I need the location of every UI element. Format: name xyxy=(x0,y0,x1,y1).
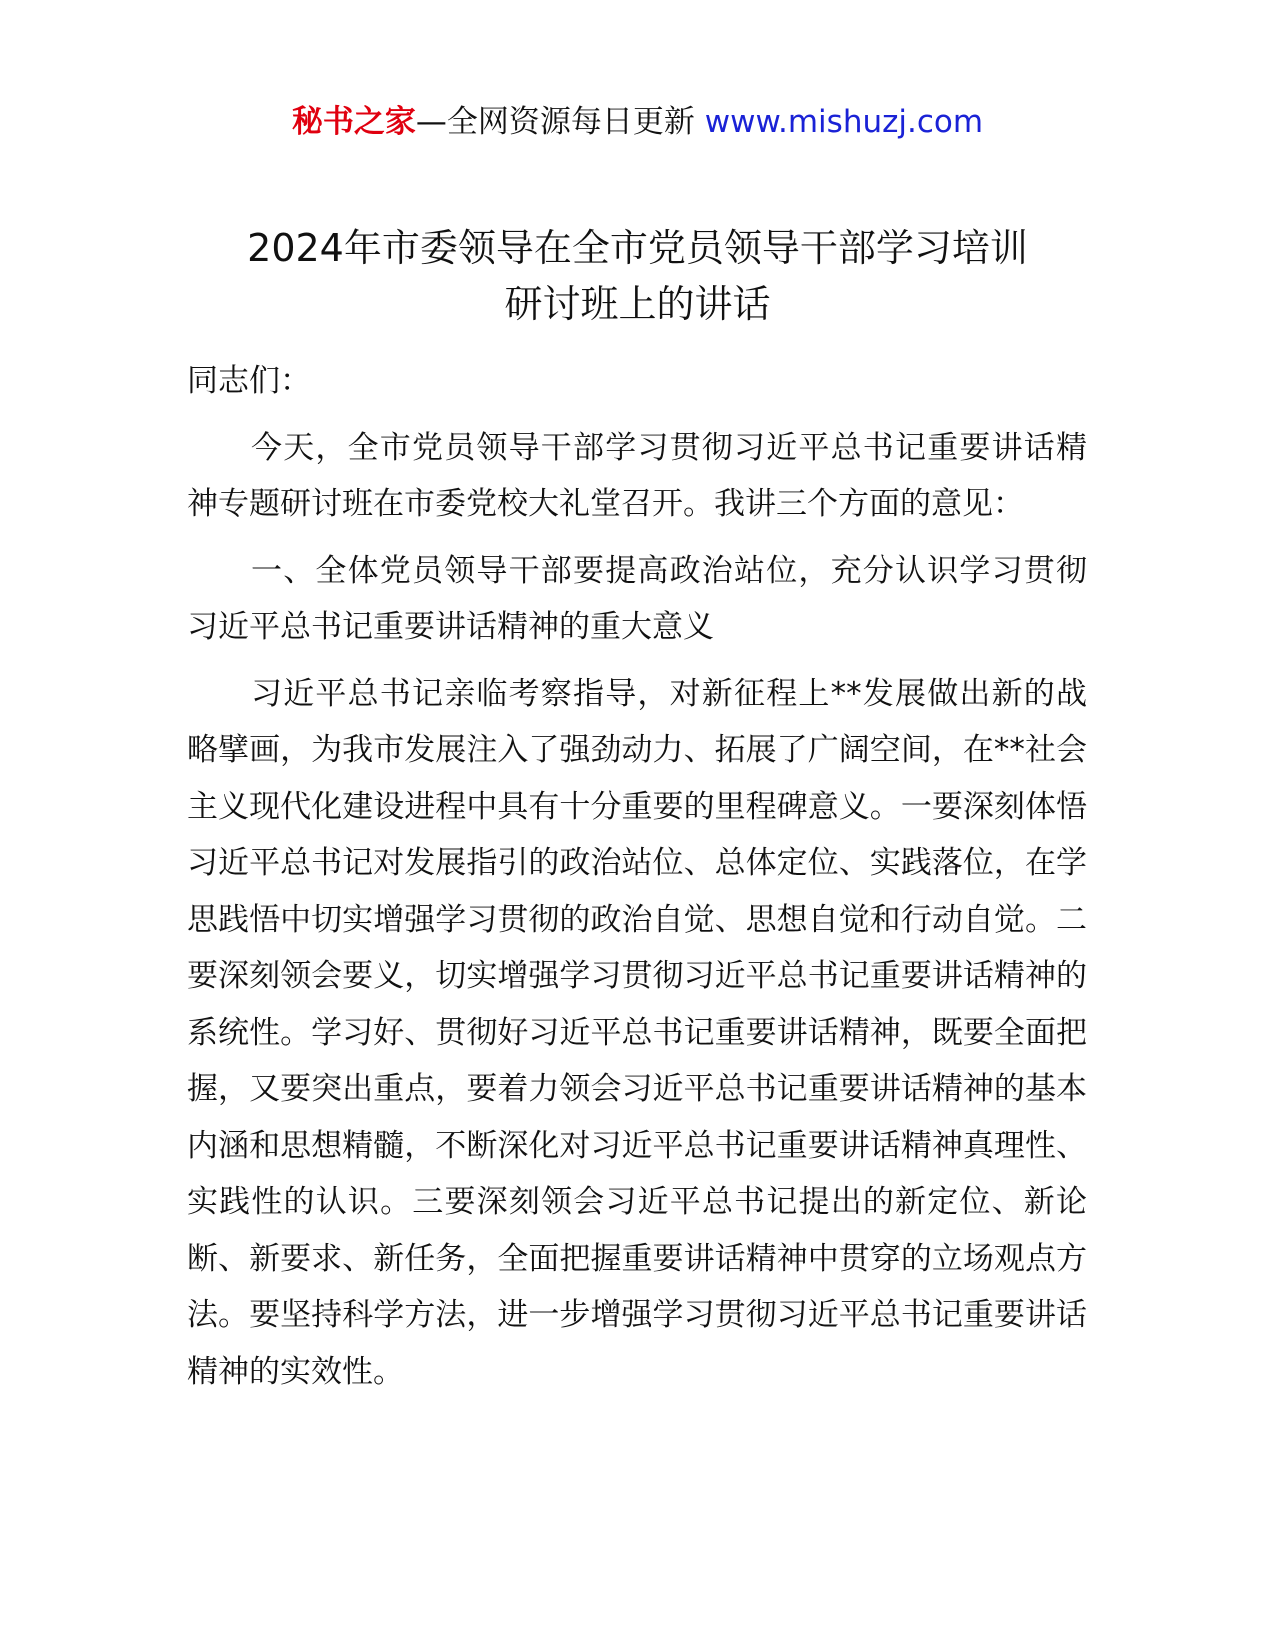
opening-paragraph: 今天，全市党员领导干部学习贯彻习近平总书记重要讲话精神专题研讨班在市委党校大礼堂召开。我讲三个方面的意见： xyxy=(187,429,1087,522)
body-paragraph: 习近平总书记亲临考察指导，对新征程上**发展做出新的战略擘画，为我市发展注入了强劲动力、拓展了广阔空间，在**社会主义现代化建设进程中具有十分重要的里程碑意义。一要深刻体悟习近平总书记对发展指引的政治站位、总体定位、实践落位，在学思践悟中切实增强学习贯彻的政治自觉、思想自觉和行动自觉。二要深刻领会要义，切实增强学习贯彻习近平总书记重要讲话精神的系统性。学习好、贯彻好习近平总书记重要讲话精神，既要全面把握，又要突出重点，要着力领会习近平总书记重要讲话精神的基本内涵和思想精髓，不断深化对习近平总书记重要讲话精神真理性、实践性的认识。三要深刻领会习近平总书记提出的新定位、新论断、新要求、新任务，全面把握重要讲话精神中贯穿的立场观点方法。要坚持科学方法，进一步增强学习贯彻习近平总书记重要讲话精神的实效性。 xyxy=(187,675,1087,1390)
document-title xyxy=(150,220,1125,332)
document-body xyxy=(187,353,1087,1400)
salutation: 同志们： xyxy=(187,363,311,399)
site-header xyxy=(0,100,1275,144)
site-url-link[interactable]: www.mishuzj.com xyxy=(704,104,984,140)
section-heading-1: 一、全体党员领导干部要提高政治站位，充分认识学习贯彻习近平总书记重要讲话精神的重大意义 xyxy=(187,552,1087,645)
title-line-1: 2024年市委领导在全市党员领导干部学习培训 xyxy=(247,226,1028,270)
header-tagline: —全网资源每日更新 xyxy=(415,104,695,140)
brand-name: 秘书之家 xyxy=(291,104,416,140)
title-line-2: 研讨班上的讲话 xyxy=(504,282,771,326)
